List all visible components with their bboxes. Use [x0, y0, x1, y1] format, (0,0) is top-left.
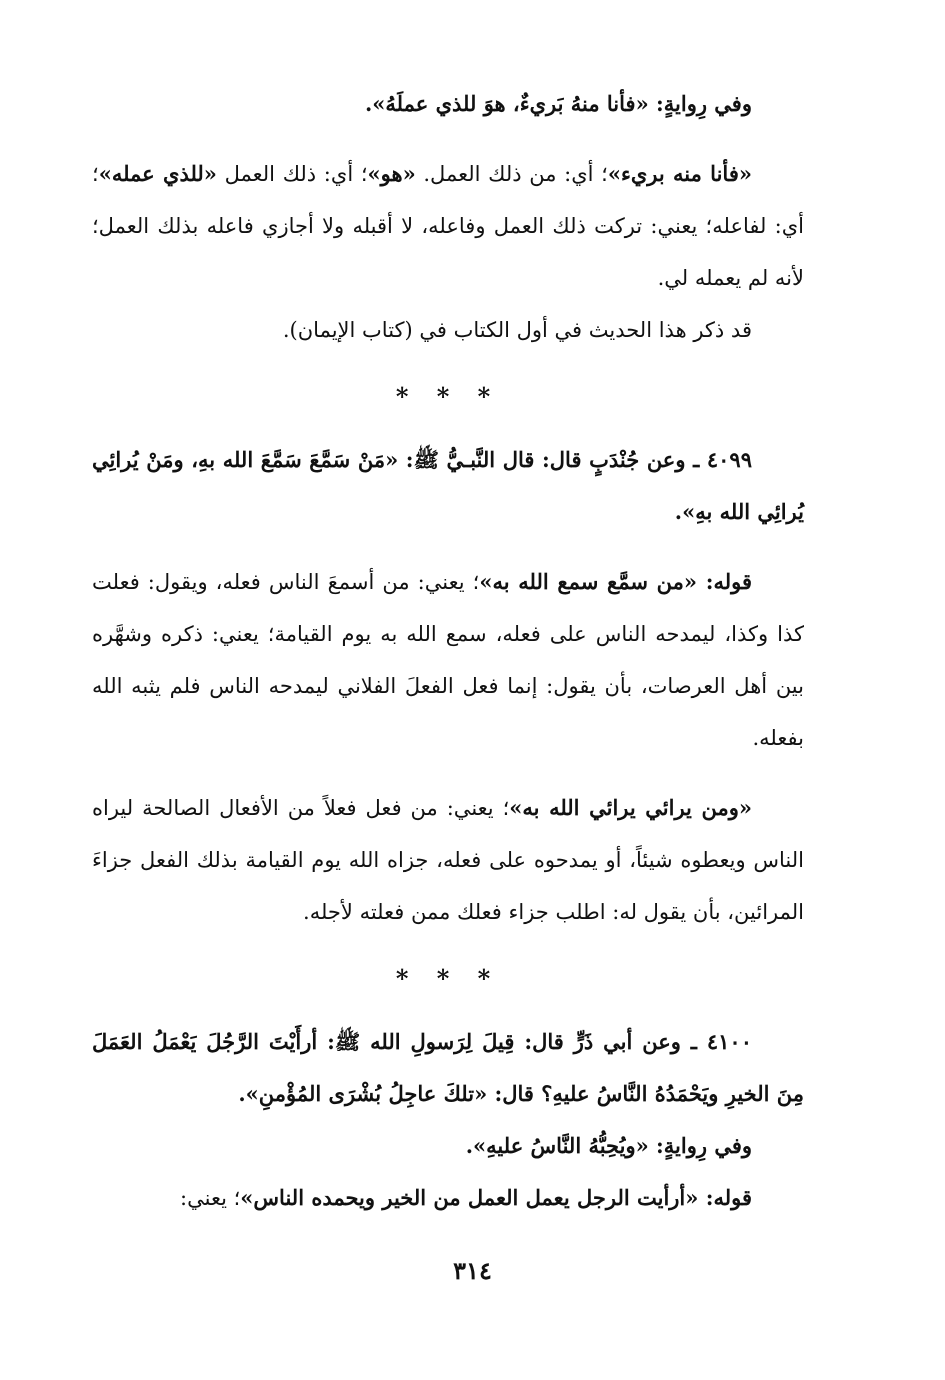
- reference-text: قد ذكر هذا الحديث في أول الكتاب في (كتاب الإيمان).: [282, 318, 752, 342]
- riwaya-text: وفي رِوايةٍ: «فأنا منهُ بَريءٌ، هوَ للذي عملَهُ».: [364, 91, 752, 116]
- quote-text: «هو»: [367, 161, 416, 186]
- commentary-text: ؛ يعني:: [180, 1186, 241, 1210]
- quote-text: «فأنا منه بريء»: [607, 161, 752, 186]
- label-text: قوله:: [697, 569, 752, 594]
- commentary-text: ؛ أي: لفاعله؛ يعني: تركت ذلك العمل وفاعله، لا أقبله ولا أجازي فاعله بذلك العمل؛ لأنه لم يعمله لي.: [92, 162, 804, 290]
- page-body: [92, 78, 804, 1224]
- paragraph-explanation-1: [92, 148, 804, 304]
- hadith-4099: [92, 434, 804, 538]
- section-separator: * * *: [395, 964, 501, 993]
- paragraph-explanation-2: [92, 556, 804, 764]
- commentary-text: ؛ يعني: من أسمعَ الناس فعله، ويقول: فعلت كذا وكذا، ليمدحه الناس على فعله، سمع الله به يوم القيامة؛ يعني: ذكره وشهَّره بين أهل العرصات، بأن يقول: إنما فعل الفعلَ الفلاني ليمدحه الناس فلم يثبه الله بفعله.: [92, 570, 804, 750]
- page-number: ٣١٤: [453, 1256, 492, 1285]
- section-separator: * * *: [395, 382, 501, 411]
- riwaya-text: وفي رِوايةٍ: «ويُحِبُّهُ النَّاسُ عليهِ».: [465, 1133, 752, 1158]
- commentary-text: ؛ يعني: من فعل فعلاً من الأفعال الصالحة ليراه الناس ويعطوه شيئاً، أو يمدحوه على فعله، جزاه الله يوم القيامة بذلك الفعل جزاءَ المرائين، بأن يقول له: اطلب جزاء فعلك ممن فعلته لأجله.: [92, 796, 804, 924]
- quote-text: «ومن يرائي يرائي الله به»: [509, 795, 752, 820]
- paragraph-explanation-3: [92, 782, 804, 938]
- commentary-text: ؛ أي: ذلك العمل: [216, 162, 368, 186]
- quote-text: قوله: «أرأيت الرجل يعمل العمل من الخير ويحمده الناس»: [240, 1185, 752, 1210]
- hadith-text: ٤٠٩٩ ـ وعن جُنْدَبٍ قال: قال النَّبـيُّ ﷺ: «مَنْ سَمَّعَ سَمَّعَ الله بهِ، ومَنْ يُرائِي يُرائِي الله بهِ».: [92, 447, 804, 524]
- commentary-text: ؛ أي: من ذلك العمل.: [415, 162, 608, 186]
- paragraph-riwaya-1: [92, 78, 804, 130]
- paragraph-reference: [92, 304, 804, 356]
- hadith-text: ٤١٠٠ ـ وعن أبي ذَرٍّ قال: قِيلَ لِرَسولِ الله ﷺ: أرأَيْتَ الرَّجُلَ يَعْمَلُ العَمَلَ مِنَ الخيرِ ويَحْمَدُهُ النَّاسُ عليهِ؟ قال: «تلكَ عاجِلُ بُشْرَى المُؤْمنِ».: [92, 1029, 804, 1106]
- paragraph-riwaya-2: [92, 1120, 804, 1172]
- paragraph-explanation-4: [92, 1172, 804, 1224]
- quote-text: «للذي عمله»: [98, 161, 217, 186]
- quote-text: «من سمَّع سمع الله به»: [479, 569, 697, 594]
- hadith-4100: [92, 1016, 804, 1120]
